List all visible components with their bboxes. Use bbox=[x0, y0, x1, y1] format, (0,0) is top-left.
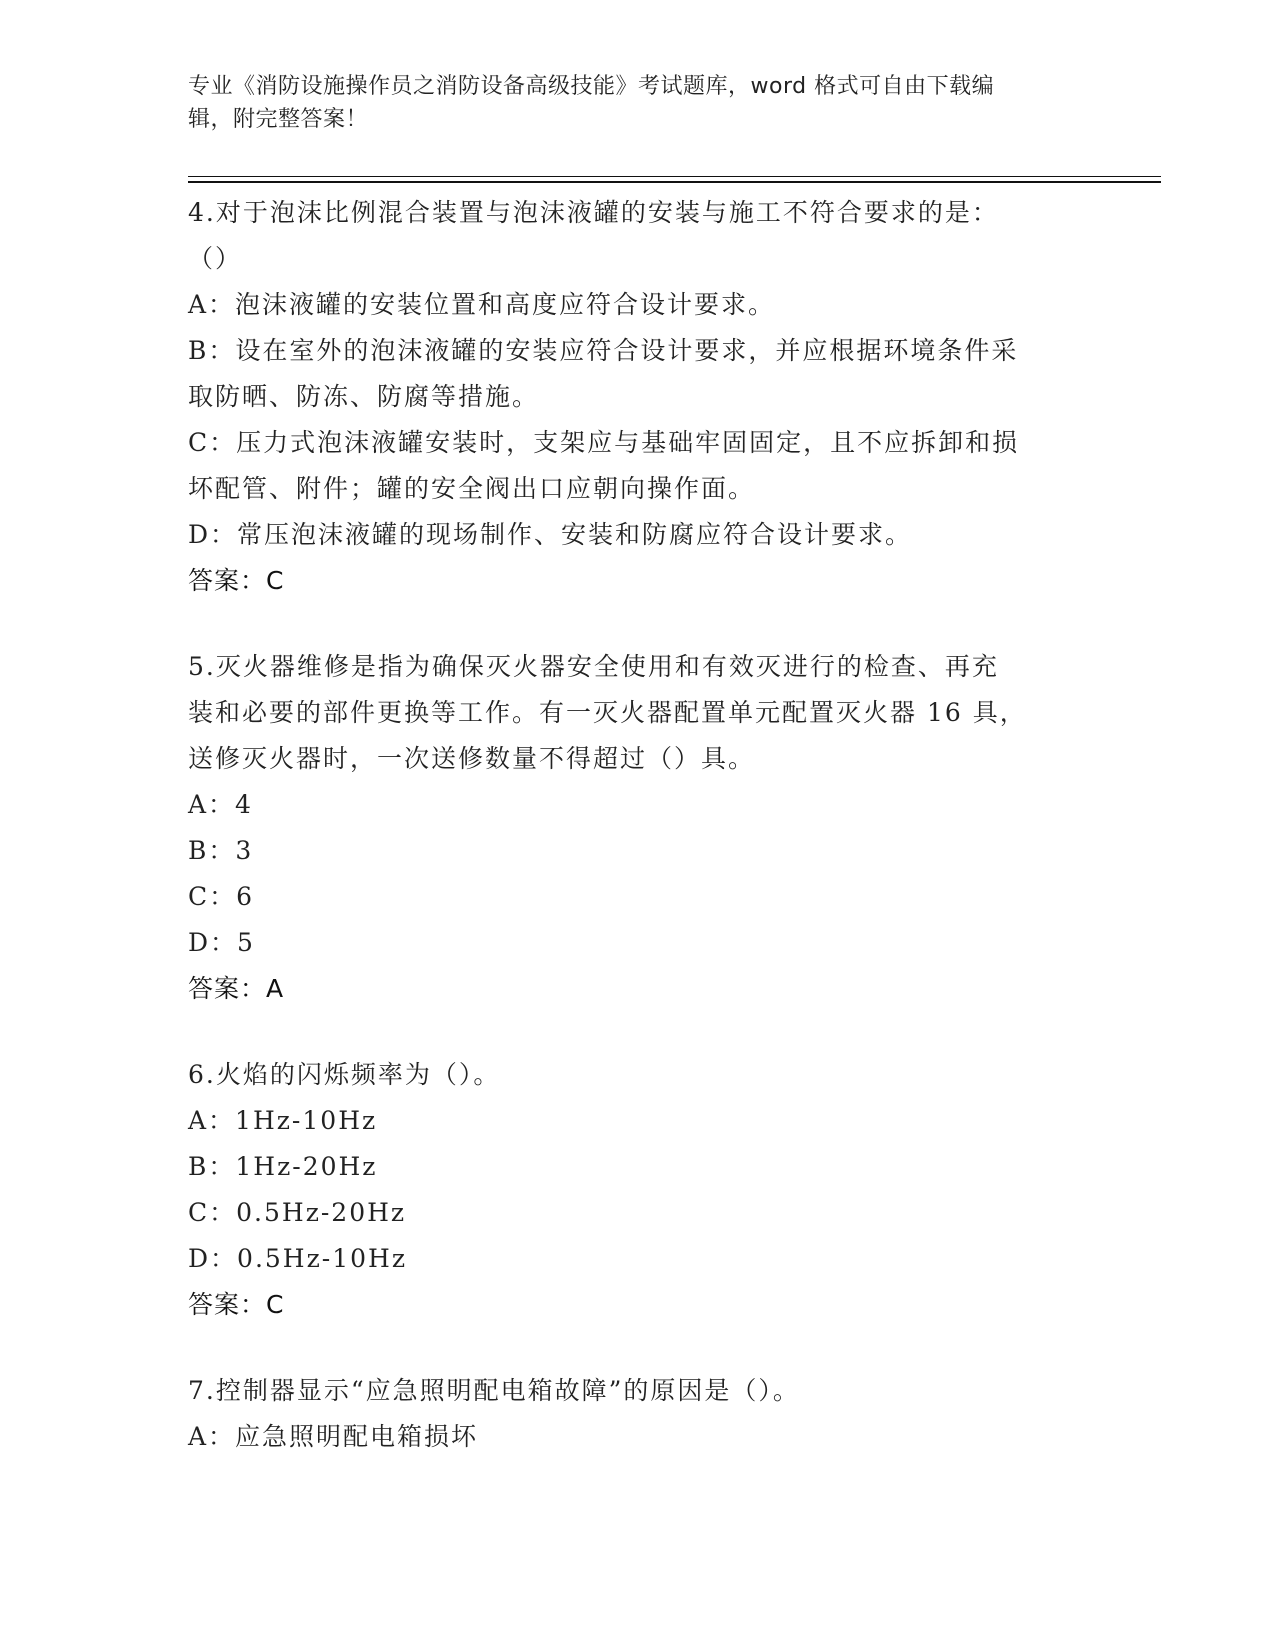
answer: 答案：C bbox=[188, 566, 285, 595]
option-b: B：3 bbox=[188, 836, 254, 865]
document-intro bbox=[188, 70, 1088, 136]
option-a: A：应急照明配电箱损坏 bbox=[188, 1422, 479, 1451]
intro-line: 专业《消防设施操作员之消防设备高级技能》考试题库，word 格式可自由下载编 bbox=[188, 74, 995, 99]
question-6 bbox=[188, 1052, 1088, 1328]
option-b: B：设在室外的泡沫液罐的安装应符合设计要求，并应根据环境条件采 bbox=[188, 336, 1019, 365]
option-d: D：5 bbox=[188, 928, 255, 957]
answer: 答案：C bbox=[188, 1290, 285, 1319]
question-text: 6.火焰的闪烁频率为（）。 bbox=[188, 1060, 501, 1089]
question-list bbox=[188, 190, 1088, 1500]
option-d: D：常压泡沫液罐的现场制作、安装和防腐应符合设计要求。 bbox=[188, 520, 913, 549]
question-text: （） bbox=[188, 244, 243, 273]
question-5 bbox=[188, 644, 1088, 1012]
question-4 bbox=[188, 190, 1088, 604]
option-b-continued: 取防晒、防冻、防腐等措施。 bbox=[188, 382, 540, 411]
header-divider-thin bbox=[188, 176, 1161, 177]
option-a: A：1Hz-10Hz bbox=[188, 1106, 378, 1135]
question-text: 装和必要的部件更换等工作。有一灭火器配置单元配置灭火器 16 具， bbox=[188, 698, 1027, 727]
answer: 答案：A bbox=[188, 974, 285, 1003]
option-c: C：0.5Hz-20Hz bbox=[188, 1198, 407, 1227]
header-divider-thick bbox=[188, 181, 1161, 183]
option-a: A：4 bbox=[188, 790, 253, 819]
option-b: B：1Hz-20Hz bbox=[188, 1152, 378, 1181]
option-c-continued: 坏配管、附件；罐的安全阀出口应朝向操作面。 bbox=[188, 474, 756, 503]
question-text: 送修灭火器时，一次送修数量不得超过（）具。 bbox=[188, 744, 756, 773]
intro-line: 辑，附完整答案！ bbox=[188, 107, 369, 132]
question-7 bbox=[188, 1368, 1088, 1460]
question-text: 5.灭火器维修是指为确保灭火器安全使用和有效灭进行的检查、再充 bbox=[188, 652, 999, 681]
question-text: 7.控制器显示“应急照明配电箱故障”的原因是（）。 bbox=[188, 1376, 800, 1405]
option-d: D：0.5Hz-10Hz bbox=[188, 1244, 408, 1273]
option-a: A：泡沫液罐的安装位置和高度应符合设计要求。 bbox=[188, 290, 776, 319]
option-c: C：6 bbox=[188, 882, 255, 911]
question-text: 4.对于泡沫比例混合装置与泡沫液罐的安装与施工不符合要求的是： bbox=[188, 198, 999, 227]
option-c: C：压力式泡沫液罐安装时，支架应与基础牢固固定，且不应拆卸和损 bbox=[188, 428, 1020, 457]
